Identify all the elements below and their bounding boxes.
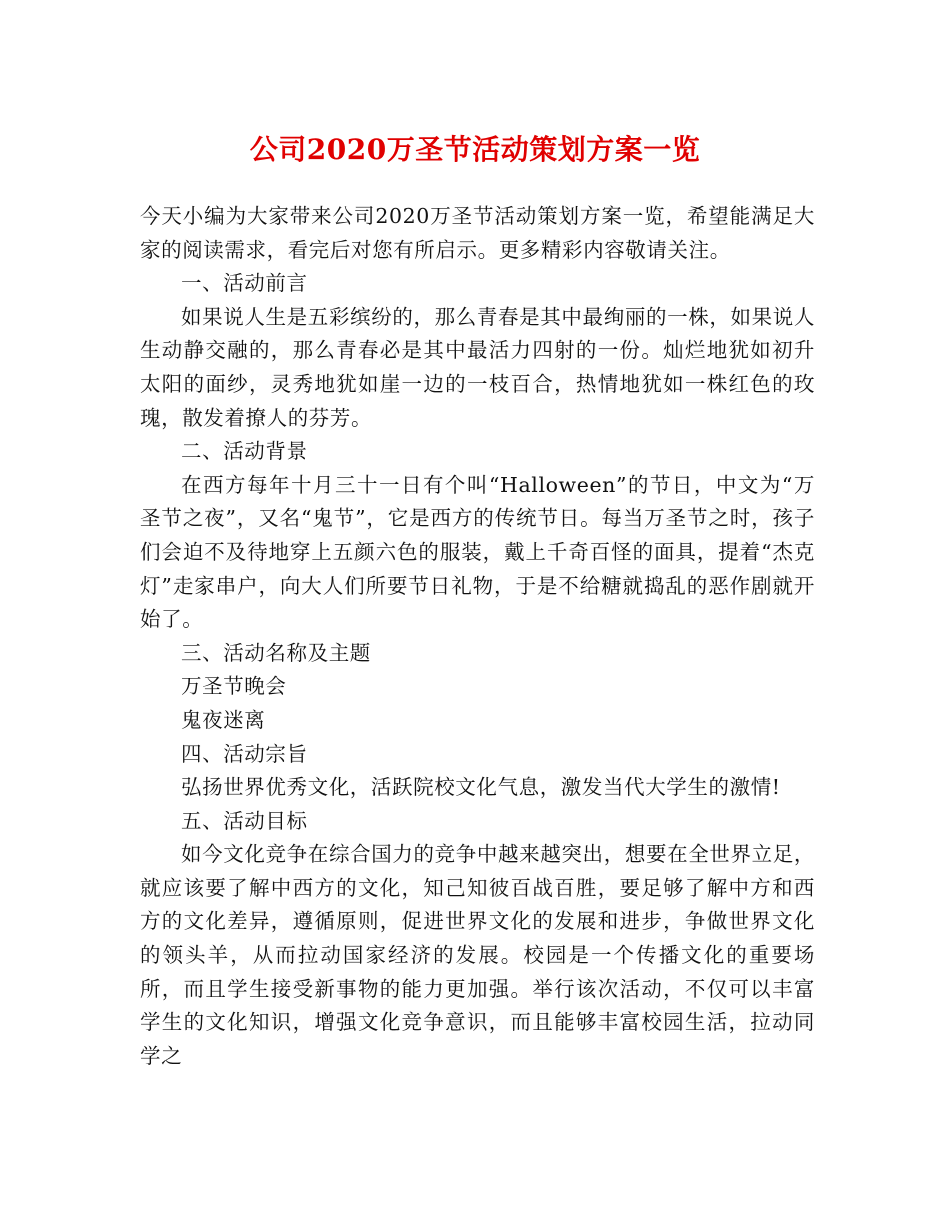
paragraph: 弘扬世界优秀文化，活跃院校文化气息，激发当代大学生的激情! (181, 775, 781, 800)
paragraph: 三、活动名称及主题 (181, 640, 371, 665)
paragraph: 在西方每年十月三十一日有个叫“Halloween”的节日，中文为“万圣节之夜”，又名“鬼节”，它是西方的传统节日。每当万圣节之时，孩子们会迫不及待地穿上五颜六色的服装，戴上千奇百怪的面具，提着“杰克灯”走家串户，向大人们所要节日礼物，于是不给糖就捣乱的恶作剧就开始了。 (140, 472, 815, 632)
document-body (140, 200, 815, 1073)
paragraph: 如今文化竞争在综合国力的竞争中越来越突出，想要在全世界立足，就应该要了解中西方的文化，知己知彼百战百胜，要足够了解中方和西方的文化差异，遵循原则，促进世界文化的发展和进步，争做世界文化的领头羊，从而拉动国家经济的发展。校园是一个传播文化的重要场所，而且学生接受新事物的能力更加强。举行该次活动，不仅可以丰富学生的文化知识，增强文化竞争意识，而且能够丰富校园生活，拉动同学之 (140, 842, 815, 1068)
paragraph: 五、活动目标 (181, 808, 308, 833)
paragraph: 一、活动前言 (181, 271, 308, 296)
paragraph: 今天小编为大家带来公司2020万圣节活动策划方案一览，希望能满足大家的阅读需求，看完后对您有所启示。更多精彩内容敬请关注。 (140, 204, 815, 262)
paragraph: 鬼夜迷离 (181, 707, 266, 732)
paragraph: 四、活动宗旨 (181, 741, 308, 766)
paragraph: 二、活动背景 (181, 439, 308, 464)
paragraph: 如果说人生是五彩缤纷的，那么青春是其中最绚丽的一株，如果说人生动静交融的，那么青春必是其中最活力四射的一份。灿烂地犹如初升太阳的面纱，灵秀地犹如崖一边的一枝百合，热情地犹如一株红色的玫瑰，散发着撩人的芬芳。 (140, 304, 815, 430)
paragraph: 万圣节晚会 (181, 674, 287, 699)
document-title: 公司2020万圣节活动策划方案一览 (249, 133, 701, 166)
